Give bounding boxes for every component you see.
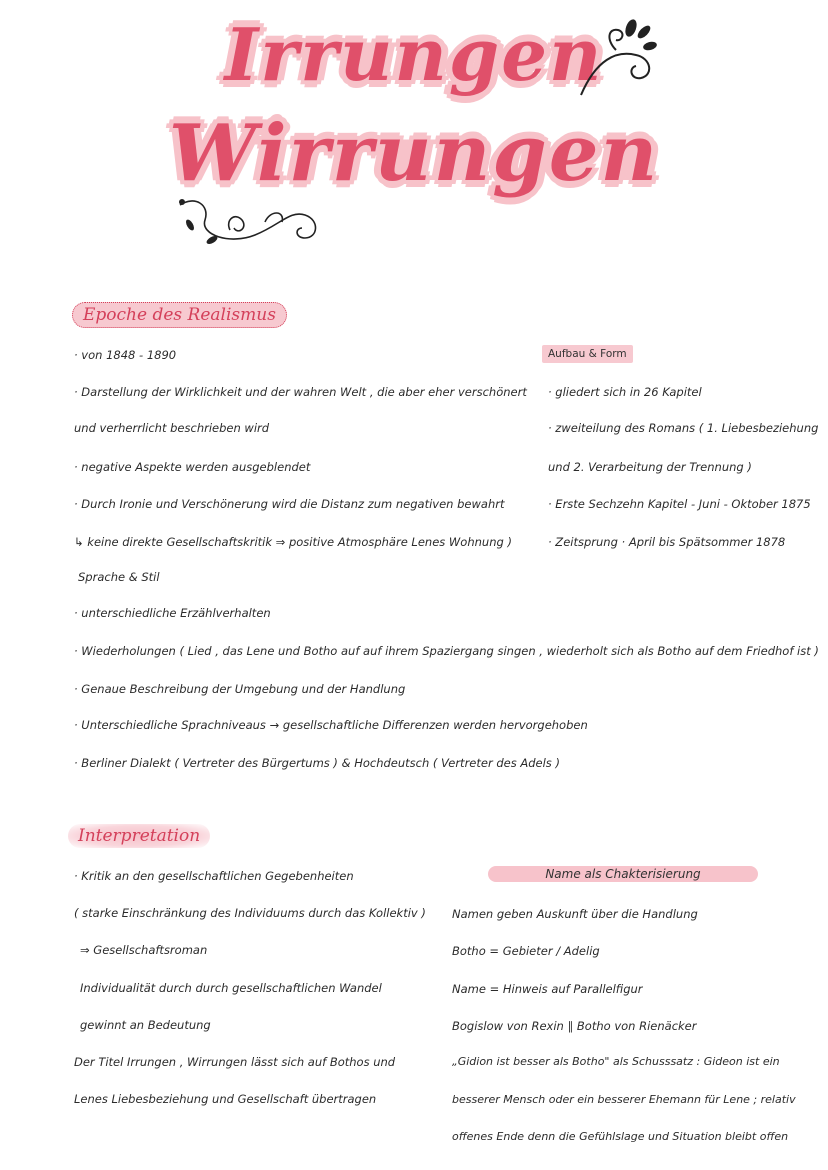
- namen-line: Namen geben Auskunft über die Handlung: [452, 907, 698, 921]
- namen-line: Botho = Gebieter / Adelig: [452, 944, 600, 958]
- aufbau-line: · Erste Sechzehn Kapitel - Juni - Oktober 1875: [548, 497, 811, 511]
- interpretation-line: ( starke Einschränkung des Individuums durch das Kollektiv ): [74, 906, 426, 920]
- interpretation-line: gewinnt an Bedeutung: [80, 1018, 211, 1032]
- namen-line: Name = Hinweis auf Parallelfigur: [452, 982, 643, 996]
- namen-line: besserer Mensch oder ein besserer Ehemann für Lene ; relativ: [452, 1093, 796, 1106]
- flourish-left-icon: [170, 190, 330, 255]
- namen-line: „Gidion ist besser als Botho" als Schusssatz : Gideon ist ein: [452, 1055, 780, 1068]
- interpretation-line: Der Titel Irrungen , Wirrungen lässt sich auf Bothos und: [74, 1055, 396, 1069]
- realismus-line: · Berliner Dialekt ( Vertreter des Bürgertums ) & Hochdeutsch ( Vertreter des Adels ): [74, 756, 560, 770]
- realismus-line: · Genaue Beschreibung der Umgebung und der Handlung: [74, 682, 406, 696]
- interpretation-line: ⇒ Gesellschaftsroman: [80, 943, 208, 957]
- heading-name-charakterisierung: Name als Chakterisierung: [488, 866, 758, 882]
- realismus-line: · Durch Ironie und Verschönerung wird die Distanz zum negativen bewahrt: [74, 497, 505, 511]
- realismus-line: · Unterschiedliche Sprachniveaus → gesellschaftliche Differenzen werden hervorgehoben: [74, 718, 588, 732]
- realismus-line: · negative Aspekte werden ausgeblendet: [74, 460, 311, 474]
- flourish-top-right-icon: [576, 10, 666, 100]
- title-line-1: Irrungen: [224, 12, 604, 97]
- namen-line: Bogislow von Rexin ∥ Botho von Rienäcker: [452, 1019, 697, 1033]
- heading-interpretation: Interpretation: [68, 824, 210, 848]
- namen-line: offenes Ende denn die Gefühlslage und Situation bleibt offen: [452, 1130, 789, 1143]
- interpretation-line: Lenes Liebesbeziehung und Gesellschaft übertragen: [74, 1092, 377, 1106]
- realismus-line: ↳ keine direkte Gesellschaftskritik ⇒ positive Atmosphäre Lenes Wohnung ): [74, 535, 512, 549]
- interpretation-line: · Kritik an den gesellschaftlichen Gegebenheiten: [74, 869, 354, 883]
- realismus-line: · Darstellung der Wirklichkeit und der wahren Welt , die aber eher verschönert: [74, 385, 527, 399]
- interpretation-line: Individualität durch durch gesellschaftlichen Wandel: [80, 981, 382, 995]
- realismus-line: · Wiederholungen ( Lied , das Lene und Botho auf auf ihrem Spaziergang singen , wiederholt sich als Botho auf dem Friedhof ist ): [74, 644, 819, 658]
- heading-aufbau-form: Aufbau & Form: [542, 345, 633, 363]
- heading-realismus: Epoche des Realismus: [72, 302, 287, 328]
- realismus-line: und verherrlicht beschrieben wird: [74, 421, 270, 435]
- subheading-sprache-stil: Sprache & Stil: [78, 570, 160, 584]
- title-line-2: Wirrungen: [168, 108, 660, 199]
- aufbau-line: · Zeitsprung · April bis Spätsommer 1878: [548, 535, 786, 549]
- aufbau-line: · gliedert sich in 26 Kapitel: [548, 385, 702, 399]
- realismus-line: · von 1848 - 1890: [74, 348, 177, 362]
- realismus-line: · unterschiedliche Erzählverhalten: [74, 606, 271, 620]
- aufbau-line: · zweiteilung des Romans ( 1. Liebesbeziehung: [548, 421, 819, 435]
- aufbau-line: und 2. Verarbeitung der Trennung ): [548, 460, 752, 474]
